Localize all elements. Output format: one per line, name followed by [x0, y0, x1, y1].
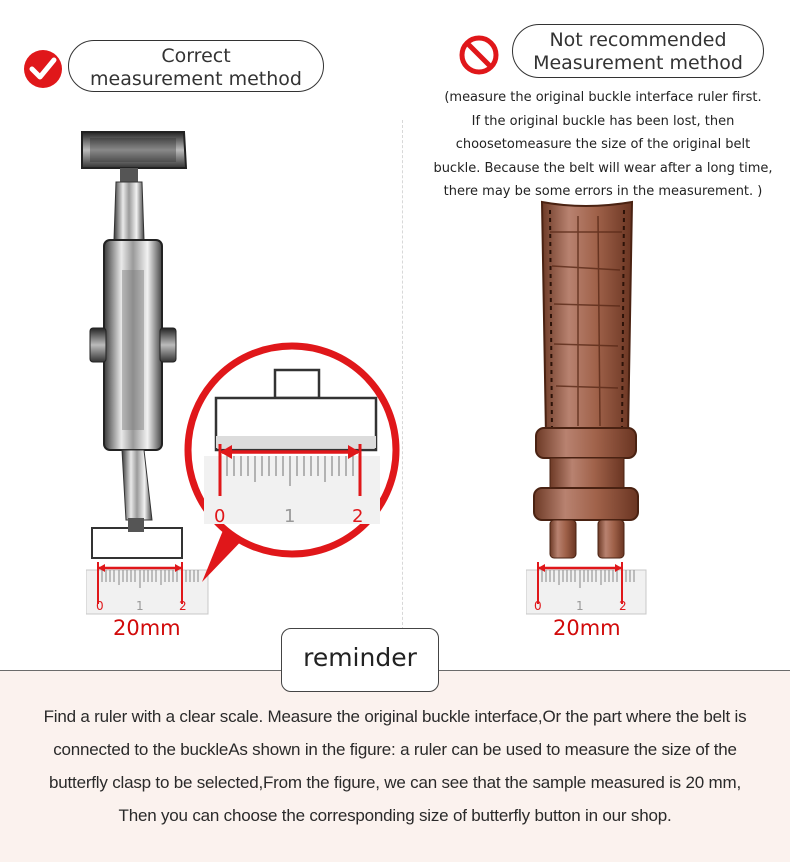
correct-method-label: [68, 40, 324, 92]
reminder-line: butterfly clasp to be selected,From the figure, we can see that the sample measured is 20 mm,: [49, 773, 741, 792]
note-line: there may be some errors in the measurement. ): [443, 184, 763, 199]
reminder-line: Then you can choose the corresponding size of butterfly button in our shop.: [118, 806, 672, 825]
ruler-label-0: 0: [534, 599, 542, 613]
center-divider: [402, 120, 403, 640]
not-recommended-line2: Measurement method: [533, 52, 743, 74]
ruler-label-1: 1: [136, 599, 144, 613]
reminder-title: reminder: [281, 628, 439, 692]
zoom-label-2: 2: [352, 506, 364, 527]
reminder-text: [0, 700, 790, 832]
left-caption: 20mm: [113, 616, 181, 640]
not-recommended-line1: Not recommended: [549, 29, 727, 51]
correct-header: [20, 38, 330, 102]
ruler-label-1: 1: [576, 599, 584, 613]
right-ruler: [526, 560, 650, 616]
correct-label-line1: Correct: [161, 45, 231, 67]
not-recommended-label: [512, 24, 764, 78]
reminder-line: connected to the buckleAs shown in the figure: a ruler can be used to measure the size of the: [53, 740, 737, 759]
not-recommended-note: [418, 86, 788, 204]
ruler-label-2: 2: [179, 599, 187, 613]
not-recommended-header: [456, 24, 776, 84]
zoom-label-1: 1: [284, 506, 296, 527]
leather-strap-image: [520, 196, 650, 566]
correct-label-line2: measurement method: [90, 68, 302, 90]
ruler-label-2: 2: [619, 599, 627, 613]
reminder-line: Find a ruler with a clear scale. Measure the original buckle interface,Or the part where the belt is: [43, 707, 747, 726]
right-caption: 20mm: [553, 616, 621, 640]
zoom-label-0: 0: [214, 506, 226, 527]
zoom-magnifier: [180, 336, 400, 586]
note-line: If the original buckle has been lost, then: [471, 113, 735, 129]
note-line: buckle. Because the belt will wear after a long time,: [433, 160, 773, 176]
note-line: choosetomeasure the size of the original belt: [455, 137, 751, 152]
prohibited-icon: [458, 34, 500, 76]
note-line: (measure the original buckle interface ruler first.: [444, 90, 762, 105]
ruler-label-0: 0: [96, 599, 104, 613]
checkmark-icon: [22, 48, 64, 90]
